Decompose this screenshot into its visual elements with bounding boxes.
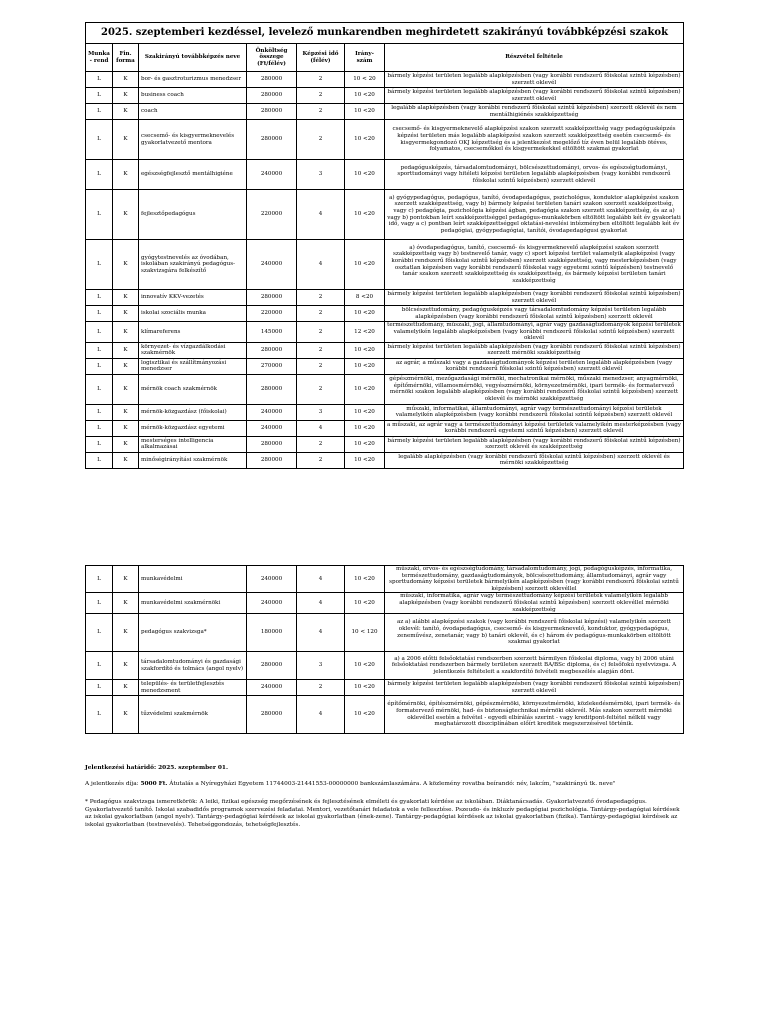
table-row [86,342,684,358]
table-row [86,358,684,374]
requirements-cell: pedagógusképzés, társadalomtudományi, bölcsészettudományi, orvos- és egészségtudományi, sporttudományi vagy hitéleti képzési területen legalább alapképzésben (vagy korábbi rendszerű főiskolai szintű képzésben) szerzett oklevél [385,160,684,190]
program-name-cell: coach [139,104,247,120]
semesters-cell: 2 [297,306,345,322]
count-cell: 10 < 20 [345,72,385,88]
semesters-cell: 2 [297,358,345,374]
cost-cell: 280000 [247,290,297,306]
semesters-cell: 4 [297,420,345,436]
count-cell: 10 <20 [345,306,385,322]
munkarend-cell: L [86,290,113,306]
requirements-cell: az a) alábbi alapképzési szakok (vagy korábbi rendszerű főiskolai képzési) valamelyikén szerzett oklevél: tanító, óvodapedagógus, csecsemő- és kisgyermeknevelő, konduktor, gyógypedagógus, zeneművész, zenetanár, vagy b) tanári oklevél, és c) három év pedagógus-munkakörben eltöltött szakmai gyakorlat [385,614,684,652]
program-name-cell: klímareferens [139,322,247,343]
cost-cell: 280000 [247,452,297,468]
requirements-cell: bármely képzési területen legalább alapképzésben (vagy korábbi rendszerű főiskolai szintű képzésben) szerzett oklevél [385,88,684,104]
finforma-cell: K [113,88,139,104]
header-onkoltseg: Önköltség összege (Ft/félév) [247,44,297,72]
requirements-cell: természettudomány, műszaki, jogi, államtudományi, agrár vagy gazdaságtudományok képzési területek valamelyikén legalább alapképzésben (vagy korábbi rendszerű főiskolai szintű képzésben) szerzett oklevél [385,322,684,343]
requirements-cell: a) óvodapedagógus, tanító, csecsemő- és kisgyermeknevelő alapképzési szakon szerzett szakképzettség vagy b) testnevelő tanár, vagy c) sport képzési terület valamelyik alapképzési (vagy korábbi rendszerű főiskolai szintű képzésben) szerzett szakképzettség, vagy mesterképzésben (vagy osztatlan képzésben vagy korábbi rendszerű főiskolai vagy egyetemi szintű képzésben) testnevelő tanár szakon szerzett szakképzettség és szakképzettség, és bármely képzési területen tanári szakképzettség [385,240,684,290]
table-row [86,374,684,404]
table-row [86,104,684,120]
programs-table-part1 [85,22,684,469]
finforma-cell: K [113,652,139,680]
count-cell: 10 <20 [345,404,385,420]
count-cell: 10 <20 [345,374,385,404]
munkarend-cell: L [86,696,113,734]
count-cell: 10 <20 [345,104,385,120]
finforma-cell: K [113,680,139,696]
table-row [86,452,684,468]
requirements-cell: műszaki, orvos- és egészségtudomány, társadalomtudomány, jogi, pedagógusképzés, informatika, természettudomány, gazdaságtudományok, bölcsészettudomány, államtudományi, agrár vagy sporttudomány képzési területek bármelyikén alapképzésben (vagy korábbi rendszerű főiskolai szintű képzésben) szerzett oklevéllel [385,566,684,593]
semesters-cell: 4 [297,240,345,290]
semesters-cell: 3 [297,404,345,420]
count-cell: 10 <20 [345,358,385,374]
programs-table-part2 [85,565,684,734]
program-name-cell: környezet- és vízgazdálkodási szakmérnök [139,342,247,358]
header-finforma: Fin. forma [113,44,139,72]
program-name-cell: tűzvédelmi szakmérnök [139,696,247,734]
table-row [86,240,684,290]
cost-cell: 240000 [247,593,297,614]
requirements-cell: bölcsészettudomány, pedagógusképzés vagy társadalomtudomány képzési területen legalább alapképzésben (vagy korábbi rendszerű főiskolai szintű képzésben) szerzett oklevél [385,306,684,322]
program-name-cell: mesterséges intelligencia alkalmazásai [139,436,247,452]
table-row [86,160,684,190]
cost-cell: 240000 [247,566,297,593]
count-cell: 10 <20 [345,593,385,614]
program-name-cell: csecsemő- és kisgyermeknevelés gyakorlatvezető mentora [139,120,247,160]
table-row [86,696,684,734]
cost-cell: 180000 [247,614,297,652]
fee-details: Átutalás a Nyíregyházi Egyetem 11744003-21441553-00000000 bankszámlaszámára. A közlemény rovatba beírandó: név, lakcím, "szakirányú tk. neve" [169,781,616,787]
program-name-cell: pedagógus szakvizsga* [139,614,247,652]
munkarend-cell: L [86,436,113,452]
count-cell: 10 <20 [345,566,385,593]
semesters-cell: 2 [297,88,345,104]
munkarend-cell: L [86,593,113,614]
count-cell: 12 <20 [345,322,385,343]
requirements-cell: legalább alapképzésben (vagy korábbi rendszerű főiskolai szintű képzésben) szerzett oklevél és mérnöki szakképzettség [385,452,684,468]
requirements-cell: műszaki, informatikai, államtudományi, agrár vagy természettudományi képzési területek valamelyikén alapképzésben (vagy korábbi rendszerű főiskolai szintű képzésben) szerzett oklevél [385,404,684,420]
footnote: * Pedagógus szakvizsga ismeretkörök: A leiki, fizikai egészség megőrzésének és fejlesztésének elméleti és gyakorlati kérdése az iskolában. Diáktanácsadás. Gyakorlatvezető óvodapedagógus. Gyakorlatvezető tanító. Iskolai szabadidős programok szervezési feladatai. Mentori, vezetőtanári feladatok a vele fellesztése. Pszeudo- és inkluzív pedagógiai pszichológia. Tantárgy-pedagógiai kérdések az iskolai gyakorlatban (angol nyelv). Tantárgy-pedagógiai kérdések az iskolai gyakorlatban (ének-zene). Tantárgy-pedagógiai kérdések az iskolai gyakorlatban (fizika). Tantárgy-pedagógiai kérdések az iskolai gyakorlatban (testnevelés). Tehetséggondozás, tehetségfejlesztés. [85,799,680,828]
semesters-cell: 2 [297,104,345,120]
program-name-cell: fejlesztőpedagógus [139,190,247,240]
count-cell: 10 <20 [345,420,385,436]
cost-cell: 240000 [247,160,297,190]
cost-cell: 240000 [247,240,297,290]
cost-cell: 280000 [247,342,297,358]
requirements-cell: bármely képzési területen legalább alapképzésben (vagy korábbi rendszerű főiskolai szintű képzésben) szerzett oklevél [385,72,684,88]
count-cell: 10 <20 [345,696,385,734]
program-name-cell: bor- és gasztroturizmus menedzser [139,72,247,88]
table-row [86,322,684,343]
requirements-cell: az agrár, a műszaki vagy a gazdaságtudományok képzési területen legalább alapképzésben (vagy korábbi rendszerű főiskolai szintű képzésben) szerzett oklevél [385,358,684,374]
cost-cell: 280000 [247,374,297,404]
finforma-cell: K [113,452,139,468]
semesters-cell: 4 [297,593,345,614]
requirements-cell: a) a 2006 előtti felsőoktatási rendszerben szerzett bármilyen főiskolai diploma, vagy b) 2006 utáni felsőoktatási rendszerben bármely területen szerzett BA/BSc diploma, és c) felsőfokú nyelvvizsga. A jelentkezés feltételeit a szakfordító felvételi megbeszélés alapján dönt. [385,652,684,680]
table-row [86,404,684,420]
finforma-cell: K [113,420,139,436]
finforma-cell: K [113,240,139,290]
semesters-cell: 4 [297,566,345,593]
munkarend-cell: L [86,614,113,652]
header-reszvetel: Részvétel feltétele [385,44,684,72]
finforma-cell: K [113,120,139,160]
semesters-cell: 2 [297,322,345,343]
semesters-cell: 4 [297,190,345,240]
fee-note [85,781,683,789]
finforma-cell: K [113,306,139,322]
finforma-cell: K [113,566,139,593]
finforma-cell: K [113,342,139,358]
semesters-cell: 2 [297,374,345,404]
cost-cell: 280000 [247,696,297,734]
deadline-text: Jelentkezési határidő: 2025. szeptember 01. [85,765,228,771]
table-row [86,614,684,652]
cost-cell: 270000 [247,358,297,374]
table-row [86,436,684,452]
munkarend-cell: L [86,420,113,436]
count-cell: 10 <20 [345,452,385,468]
finforma-cell: K [113,614,139,652]
finforma-cell: K [113,190,139,240]
semesters-cell: 3 [297,652,345,680]
program-name-cell: business coach [139,88,247,104]
cost-cell: 280000 [247,88,297,104]
semesters-cell: 2 [297,436,345,452]
finforma-cell: K [113,593,139,614]
table-row [86,88,684,104]
deadline-note [85,765,683,773]
finforma-cell: K [113,290,139,306]
program-name-cell: település- és területfejlesztés menedzsment [139,680,247,696]
munkarend-cell: L [86,88,113,104]
program-name-cell: minőségirányítási szakmérnök [139,452,247,468]
program-name-cell: iskolai szociális munka [139,306,247,322]
munkarend-cell: L [86,190,113,240]
fee-prefix: A jelentkezés díja: [85,781,139,787]
munkarend-cell: L [86,72,113,88]
cost-cell: 240000 [247,404,297,420]
count-cell: 10 <20 [345,190,385,240]
semesters-cell: 4 [297,614,345,652]
requirements-cell: csecsemő- és kisgyermeknevelő alapképzési szakon szerzett szakképzettség vagy pedagógusképzés képzési területen más legalább alapképzési szakon szerzett szakképzettség esetén csecsemő- és kisgyermekgondozó OKJ képzettség és a jelentkezést megelőző tíz éven belül legalább ötéves, folyamatos, csecsemőkkel és kisgyermekekkel eltöltött szakmai gyakorlat [385,120,684,160]
semesters-cell: 2 [297,342,345,358]
table-row [86,290,684,306]
table-row [86,190,684,240]
program-name-cell: társadalomtudományi és gazdasági szakfordító és tolmács (angol nyelv) [139,652,247,680]
munkarend-cell: L [86,452,113,468]
cost-cell: 220000 [247,306,297,322]
semesters-cell: 2 [297,290,345,306]
program-name-cell: innovatív KKV-vezetés [139,290,247,306]
count-cell: 10 <20 [345,120,385,160]
requirements-cell: a műszaki, az agrár vagy a természettudományi képzési területek valamelyikén mesterképzésben (vagy korábbi rendszerű egyetemi szintű képzésben) szerzett oklevél [385,420,684,436]
semesters-cell: 2 [297,120,345,160]
munkarend-cell: L [86,120,113,160]
finforma-cell: K [113,104,139,120]
finforma-cell: K [113,374,139,404]
header-szak: Szakirányú továbbképzés neve [139,44,247,72]
cost-cell: 280000 [247,72,297,88]
cost-cell: 240000 [247,420,297,436]
count-cell: 10 <20 [345,88,385,104]
program-name-cell: munkavédelmi szakmérnöki [139,593,247,614]
table-row [86,120,684,160]
munkarend-cell: L [86,358,113,374]
semesters-cell: 2 [297,72,345,88]
header-iranyszam: Irány- szám [345,44,385,72]
table-row [86,306,684,322]
requirements-cell: építőmérnöki, építészmérnöki, gépészmérnöki, környezetmérnöki, közlekedésmérnöki, ipari termék- és formatervező mérnöki, had- és biztonságtechnikai mérnöki oklevél. Más szakon szerzett mérnöki oklevéllel esetén a felvétel - egyedi elbírálás szerint - vagy kreditpont-feltétel nélkül vagy meghatározott diszciplínában előírt kreditek megszerzésével történik. [385,696,684,734]
fee-amount: 5000 Ft. [140,781,168,787]
finforma-cell: K [113,358,139,374]
munkarend-cell: L [86,342,113,358]
count-cell: 10 <20 [345,240,385,290]
requirements-cell: a) gyógypedagógus, pedagógus, tanító, óvodapedagógus, pszichológus, konduktor alapképzési szakon szerzett szakképzettség, vagy b) bármely képzési területen tanári szakon szerzett szakképzettség, vagy c) pedagógia, pszichológia képzési ágban, pedagógia szakon szerzett szakképzettség, és az a) vagy b) pontokban leírt szakképzettséggel pedagógus-munkakörben eltöltött legalább két év gyakorlati idő, vagy a c) pontban leírt szakképzettséggel oktatási-nevelési intézményben eltöltött legalább két év pedagógiai, gyógypedagógiai, tanítói, óvodapedagógusi gyakorlat [385,190,684,240]
table-row [86,680,684,696]
program-name-cell: mérnök-közgazdász (főiskolai) [139,404,247,420]
count-cell: 10 <20 [345,680,385,696]
table-row [86,652,684,680]
requirements-cell: bármely képzési területen legalább alapképzésben (vagy korábbi rendszerű főiskolai szintű képzésben) szerzett oklevél és szakképzettség [385,436,684,452]
semesters-cell: 2 [297,452,345,468]
program-name-cell: egészségfejlesztő mentálhigiéne [139,160,247,190]
requirements-cell: bármely képzési területen legalább alapképzésben (vagy korábbi rendszerű főiskolai szintű képzésben) szerzett oklevél [385,680,684,696]
count-cell: 10 < 120 [345,614,385,652]
munkarend-cell: L [86,404,113,420]
finforma-cell: K [113,436,139,452]
table-row [86,420,684,436]
requirements-cell: bármely képzési területen legalább alapképzésben (vagy korábbi rendszerű főiskolai szintű képzésben) szerzett oklevél [385,290,684,306]
munkarend-cell: L [86,160,113,190]
requirements-cell: gépészmérnöki, mezőgazdasági mérnöki, mechatronikai mérnöki, műszaki menedzser, anyagmérnöki, építőmérnöki, villamosmérnöki, vegyészmérnöki, környezetmérnöki, ipari termék- és formatervező mérnöki szakon legalább alapképzésben (vagy korábbi rendszerű főiskolai szintű képzésben) szerzett oklevél és mérnöki szakképzettség [385,374,684,404]
program-name-cell: mérnök-közgazdász egyetemi [139,420,247,436]
munkarend-cell: L [86,306,113,322]
finforma-cell: K [113,404,139,420]
cost-cell: 280000 [247,104,297,120]
cost-cell: 240000 [247,680,297,696]
count-cell: 10 <20 [345,436,385,452]
finforma-cell: K [113,322,139,343]
cost-cell: 280000 [247,436,297,452]
page-title: 2025. szeptemberi kezdéssel, levelező munkarendben meghirdetett szakirányú továbbképzési szakok [86,23,684,44]
cost-cell: 220000 [247,190,297,240]
count-cell: 10 <20 [345,652,385,680]
munkarend-cell: L [86,566,113,593]
munkarend-cell: L [86,680,113,696]
munkarend-cell: L [86,322,113,343]
program-name-cell: gyógytestnevelés az óvodában, iskolában szakirányú pedagógus-szakvizsgára felkészítő [139,240,247,290]
cost-cell: 145000 [247,322,297,343]
semesters-cell: 2 [297,680,345,696]
header-kepzesi-ido: Képzési idő (félév) [297,44,345,72]
requirements-cell: legalább alapképzésben (vagy korábbi rendszerű főiskolai szintű képzésben) szerzett oklevél és nem mentálhigiénés szakképzettség [385,104,684,120]
program-name-cell: mérnök coach szakmérnök [139,374,247,404]
semesters-cell: 4 [297,696,345,734]
program-name-cell: logisztikai és szállítmányozási menedzser [139,358,247,374]
cost-cell: 280000 [247,120,297,160]
finforma-cell: K [113,160,139,190]
requirements-cell: műszaki, informatika, agrár vagy természettudomány képzési területek valamelyikén legalább alapképzésben (vagy korábbi rendszerű főiskolai szintű képzésben) szerzett oklevéllel mérnöki szakképzettség [385,593,684,614]
table-row [86,72,684,88]
finforma-cell: K [113,696,139,734]
munkarend-cell: L [86,104,113,120]
munkarend-cell: L [86,374,113,404]
header-munkarend: Munka - rend [86,44,113,72]
munkarend-cell: L [86,240,113,290]
count-cell: 10 <20 [345,160,385,190]
count-cell: 8 <20 [345,290,385,306]
program-name-cell: munkavédelmi [139,566,247,593]
semesters-cell: 3 [297,160,345,190]
munkarend-cell: L [86,652,113,680]
table-row [86,566,684,593]
finforma-cell: K [113,72,139,88]
requirements-cell: bármely képzési területen legalább alapképzésben (vagy korábbi rendszerű főiskolai szintű képzésben) szerzett mérnöki szakképzettség [385,342,684,358]
cost-cell: 280000 [247,652,297,680]
count-cell: 10 <20 [345,342,385,358]
table-row [86,593,684,614]
